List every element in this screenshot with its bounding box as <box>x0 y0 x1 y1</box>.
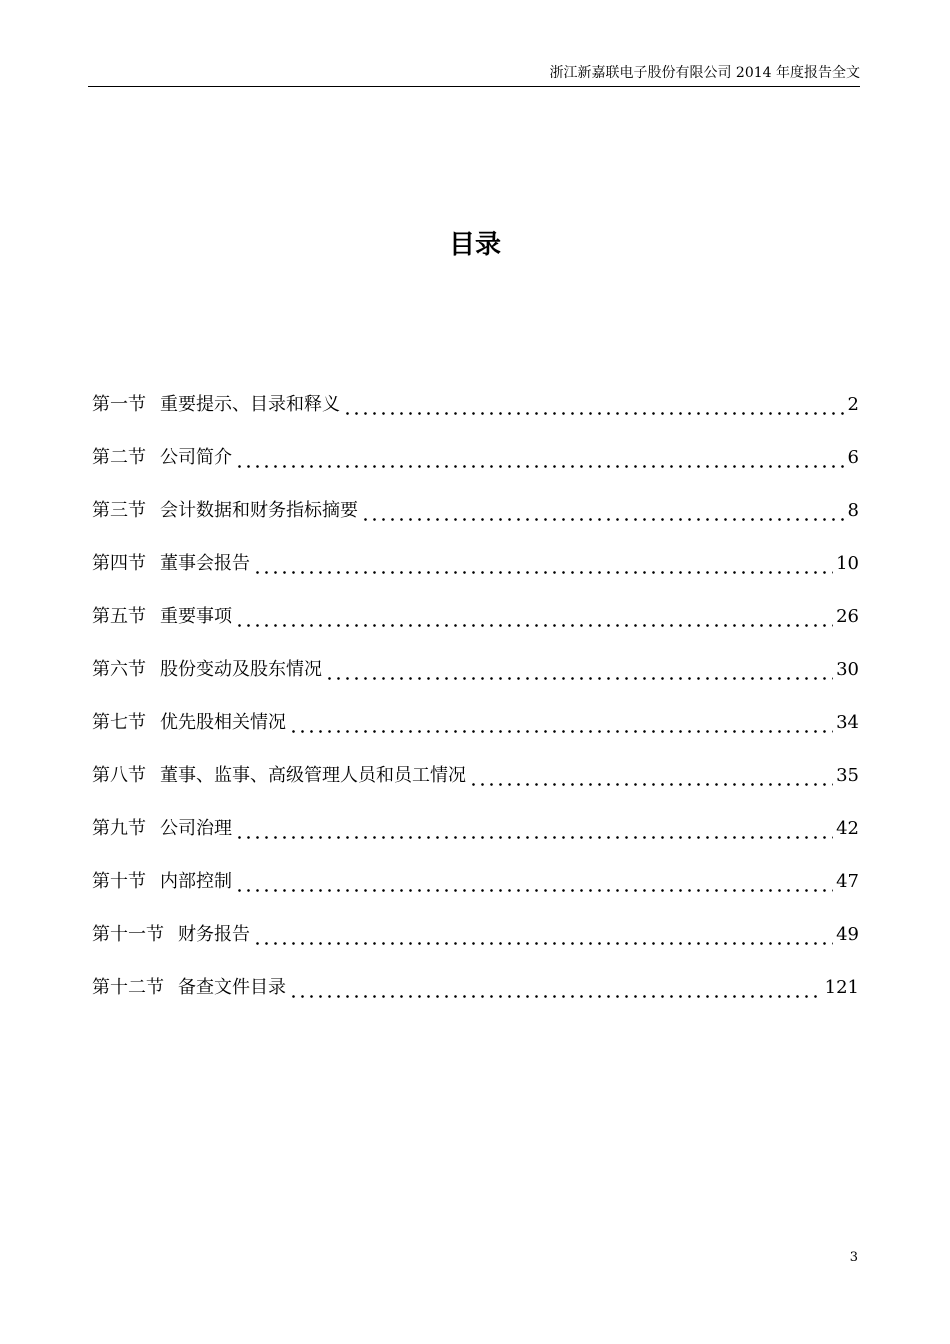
toc-section-title: 公司治理 <box>160 818 232 839</box>
toc-section-number: 第三节 <box>92 500 146 521</box>
toc-entry-label <box>92 496 358 526</box>
toc-entry[interactable] <box>92 390 859 443</box>
toc-entry-label <box>92 920 250 950</box>
toc-dot-leader <box>235 443 845 473</box>
toc-dot-leader <box>469 761 833 791</box>
toc-section-title: 备查文件目录 <box>178 977 286 998</box>
toc-entry-label <box>92 761 466 791</box>
toc-page-number: 47 <box>836 871 859 892</box>
toc-dot-leader <box>253 549 833 579</box>
toc-page-number: 6 <box>847 447 859 468</box>
toc-section-number: 第九节 <box>92 818 146 839</box>
page-number: 3 <box>849 1250 858 1265</box>
toc-dot-leader <box>289 973 822 1003</box>
toc-dot-leader <box>235 867 833 897</box>
toc-section-number: 第六节 <box>92 659 146 680</box>
toc-page-number: 42 <box>836 818 859 839</box>
toc-entry[interactable] <box>92 443 859 496</box>
toc-entry-label <box>92 602 232 632</box>
toc-section-title: 会计数据和财务指标摘要 <box>160 500 358 521</box>
toc-page-number: 49 <box>836 924 859 945</box>
toc-entry-label <box>92 655 322 685</box>
toc-section-title: 股份变动及股东情况 <box>160 659 322 680</box>
toc-section-number: 第十一节 <box>92 924 164 945</box>
toc-page-number: 30 <box>836 659 859 680</box>
toc-entry[interactable] <box>92 761 859 814</box>
toc-entry[interactable] <box>92 496 859 549</box>
toc-dot-leader <box>325 655 833 685</box>
toc-entry[interactable] <box>92 549 859 602</box>
toc-page-number: 35 <box>836 765 859 786</box>
toc-page-number: 8 <box>847 500 859 521</box>
toc-entry[interactable] <box>92 973 859 1026</box>
toc-entry-label <box>92 390 340 420</box>
toc-section-title: 公司简介 <box>160 447 232 468</box>
toc-entry[interactable] <box>92 814 859 867</box>
toc-page-number: 34 <box>836 712 859 733</box>
toc-dot-leader <box>289 708 833 738</box>
toc-entry-label <box>92 443 232 473</box>
toc-entry[interactable] <box>92 920 859 973</box>
toc-section-number: 第十二节 <box>92 977 164 998</box>
page-header <box>88 62 860 87</box>
toc-dot-leader <box>361 496 845 526</box>
toc-section-title: 重要提示、目录和释义 <box>160 394 340 415</box>
toc-entry[interactable] <box>92 655 859 708</box>
toc-section-number: 第八节 <box>92 765 146 786</box>
toc-section-title: 重要事项 <box>160 606 232 627</box>
toc-entry-label <box>92 708 286 738</box>
toc-page-number: 10 <box>836 553 859 574</box>
toc-section-number: 第二节 <box>92 447 146 468</box>
toc-entry-label <box>92 549 250 579</box>
toc-page-number: 2 <box>847 394 859 415</box>
toc-entry-label <box>92 973 286 1003</box>
toc-section-title: 内部控制 <box>160 871 232 892</box>
toc-section-number: 第五节 <box>92 606 146 627</box>
table-of-contents <box>92 390 859 1026</box>
toc-section-title: 财务报告 <box>178 924 250 945</box>
toc-dot-leader <box>343 390 845 420</box>
toc-section-number: 第四节 <box>92 553 146 574</box>
toc-dot-leader <box>235 814 833 844</box>
toc-section-title: 优先股相关情况 <box>160 712 286 733</box>
toc-dot-leader <box>253 920 833 950</box>
toc-section-title: 董事、监事、高级管理人员和员工情况 <box>160 765 466 786</box>
toc-entry-label <box>92 867 232 897</box>
toc-section-number: 第十节 <box>92 871 146 892</box>
toc-entry[interactable] <box>92 602 859 655</box>
toc-entry-label <box>92 814 232 844</box>
toc-section-title: 董事会报告 <box>160 553 250 574</box>
toc-section-number: 第一节 <box>92 394 146 415</box>
toc-entry[interactable] <box>92 708 859 761</box>
header-title: 浙江新嘉联电子股份有限公司 2014 年度报告全文 <box>549 65 860 81</box>
toc-dot-leader <box>235 602 833 632</box>
toc-section-number: 第七节 <box>92 712 146 733</box>
toc-title: 目录 <box>448 230 501 260</box>
toc-page-number: 26 <box>836 606 859 627</box>
toc-page-number: 121 <box>824 977 859 998</box>
toc-entry[interactable] <box>92 867 859 920</box>
